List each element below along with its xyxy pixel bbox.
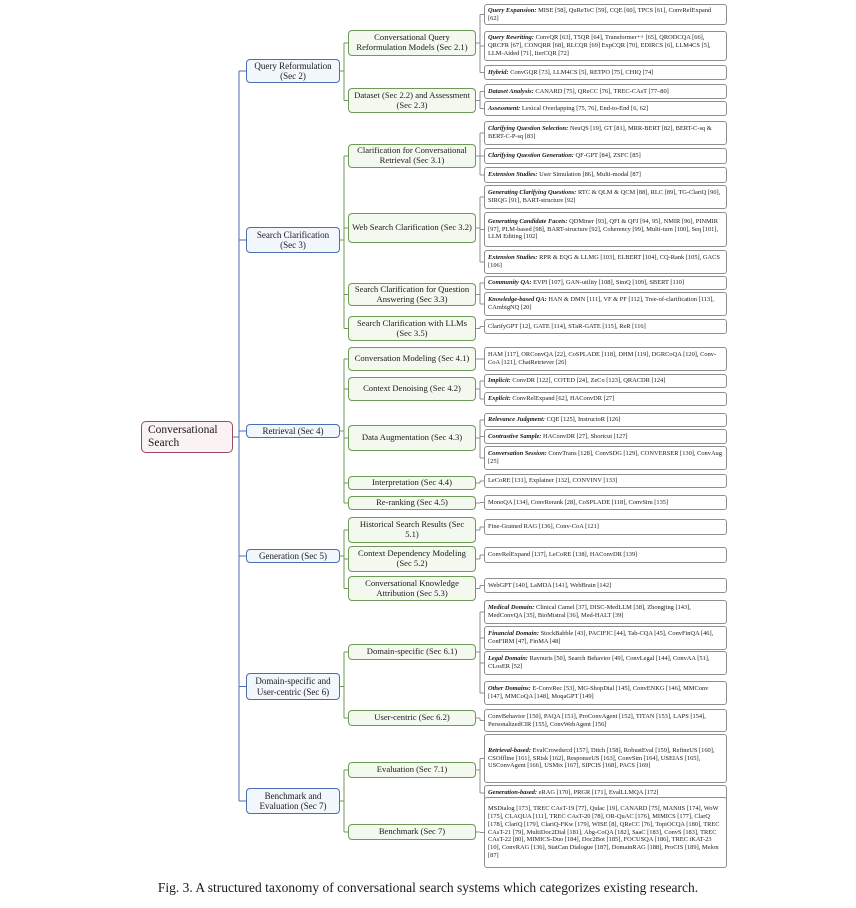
- leaf-node: [484, 413, 727, 427]
- leaf-node: [484, 276, 727, 290]
- leaf-references: ConvQR [63], T5QR [64], Transformer++ [65], QRODCQA [66], QRCFR [67], CONQRR [68], RLCQR [69] ExpCQR [70], EDIRCS [6], LLM4CS [5], LLM-Aided [71], IterCQR [72]: [488, 34, 711, 57]
- leaf-references: MISE [58], QuReTeC [59], CQE [60], TPCS [61], ConvRefExpand [62]: [488, 6, 712, 22]
- leaf-text: [488, 34, 723, 57]
- figure-caption: Fig. 3. A structured taxonomy of conversational search systems which categorizes existing research.: [157, 880, 699, 895]
- leaf-text: [488, 499, 668, 507]
- leaf-text: [488, 582, 611, 590]
- leaf-node: [484, 212, 727, 247]
- leaf-text: [488, 351, 723, 367]
- root-node: Conversational Search: [141, 421, 233, 453]
- leaf-node: [484, 734, 727, 783]
- leaf-text: [488, 630, 723, 646]
- leaf-text: [488, 685, 723, 701]
- section-node: Domain-specific and User-centric (Sec 6): [246, 673, 340, 700]
- leaf-references: NeuQS [19], GT [81], MRR-BERT [82], BERT-C-sq & BERT-C-P-sq [83]: [488, 125, 712, 140]
- leaf-category-label: Relevance Judgment:: [488, 416, 545, 424]
- subsection-node: Evaluation (Sec 7.1): [348, 762, 476, 778]
- leaf-category-label: Extension Studies:: [488, 254, 538, 262]
- leaf-node: [484, 578, 727, 593]
- leaf-text: [488, 604, 723, 620]
- subsection-node: Context Denoising (Sec 4.2): [348, 377, 476, 401]
- subsection-node: User-centric (Sec 6.2): [348, 710, 476, 726]
- subsection-node: Conversation Modeling (Sec 4.1): [348, 347, 476, 371]
- subsection-node: Data Augmentation (Sec 4.3): [348, 425, 476, 451]
- leaf-category-label: Medical Domain:: [488, 604, 535, 612]
- leaf-references: WebGPT [140], LaMDA [141], WebBrain [142]: [488, 581, 612, 589]
- leaf-references: QF-GPT [84], ZSFC [85]: [575, 152, 641, 160]
- leaf-references: ConvRelExpand [62], HAConvDR [27]: [512, 395, 615, 403]
- subsection-node: Benchmark (Sec 7): [348, 824, 476, 840]
- leaf-node: [484, 250, 727, 274]
- leaf-references: MonoQA [134], ConvRerank [28], CoSPLADE [118], ConvSim [135]: [488, 498, 669, 506]
- leaf-category-label: Extension Studies:: [488, 171, 538, 179]
- leaf-category-label: Contrastive Sample:: [488, 432, 542, 440]
- leaf-references: User Simulation [86], Multi-modal [87]: [539, 171, 641, 179]
- leaf-text: [488, 747, 723, 770]
- leaf-text: [488, 88, 669, 96]
- leaf-text: [488, 416, 620, 424]
- leaf-text: [488, 279, 684, 287]
- subsection-node: Conversational Query Reformulation Models (Sec 2.1): [348, 30, 476, 56]
- leaf-node: [484, 446, 727, 470]
- leaf-references: E-ConvRec [53], MG-ShopDial [145], ConvENKG [146], MMConv [147], MMCoQA [148], MoqaGPT [149]: [488, 685, 709, 700]
- leaf-node: [484, 167, 727, 183]
- leaf-category-label: Assessment:: [488, 104, 521, 112]
- leaf-text: [488, 805, 723, 860]
- leaf-node: [484, 347, 727, 371]
- leaf-node: [484, 65, 727, 80]
- leaf-references: CQE [125], InstructoR [126]: [546, 416, 621, 424]
- leaf-text: [488, 105, 648, 113]
- leaf-node: [484, 148, 727, 164]
- leaf-text: [488, 523, 599, 531]
- leaf-references: ConvBehavior [150], PAQA [151], ProConvAgent [152], TITAN [153], LAPS [154], PersonalizedCIR [155], ConvWebAgent [156]: [488, 712, 706, 728]
- leaf-node: [484, 797, 727, 868]
- leaf-category-label: Generating Clarifying Questions:: [488, 189, 577, 197]
- leaf-text: [488, 323, 646, 331]
- leaf-text: [488, 69, 653, 77]
- subsection-node: Conversational Knowledge Attribution (Sec 5.3): [348, 576, 476, 601]
- leaf-references: Fine-Grained RAG [136], Conv-CoA [121]: [488, 523, 599, 531]
- leaf-node: [484, 31, 727, 61]
- leaf-references: CANARD [75], QReCC [76], TREC-CAsT [77–80]: [535, 87, 669, 95]
- leaf-category-label: Clarifying Question Selection:: [488, 125, 569, 133]
- leaf-node: [484, 319, 727, 334]
- subsection-node: Re-ranking (Sec 4.5): [348, 496, 476, 510]
- subsection-node: Dataset (Sec 2.2) and Assessment (Sec 2.3): [348, 88, 476, 113]
- leaf-node: [484, 185, 727, 209]
- leaf-category-label: Clarifying Question Generation:: [488, 152, 574, 160]
- leaf-node: [484, 519, 727, 535]
- leaf-node: [484, 84, 727, 99]
- leaf-references: Ravnuris [50], Search Behavior [49], ConvLegal [144], ConvAA [51], CLosER [52]: [488, 655, 710, 670]
- subsection-node: Search Clarification with LLMs (Sec 3.5): [348, 316, 476, 341]
- leaf-references: HAConvDR [27], Shortcut [127]: [543, 432, 628, 440]
- leaf-references: Clinical Camel [37], DISC-MedLLM [38], Zhongjing [143], MedConvQA [35], BioMistral [36], Med-HALT [39]: [488, 604, 691, 619]
- subsection-node: Interpretation (Sec 4.4): [348, 476, 476, 490]
- leaf-references: EVPI [107], GAN-utility [108], SimQ [109], SBERT [110]: [533, 279, 684, 287]
- leaf-text: [488, 551, 637, 559]
- leaf-node: [484, 101, 727, 116]
- leaf-node: [484, 495, 727, 510]
- leaf-category-label: Explicit:: [488, 395, 511, 403]
- leaf-text: [488, 125, 723, 141]
- leaf-category-label: Generation-based:: [488, 789, 537, 797]
- leaf-category-label: Implicit:: [488, 377, 511, 385]
- subsection-node: Search Clarification for Question Answering (Sec 3.3): [348, 283, 476, 306]
- leaf-category-label: Conversation Session:: [488, 450, 547, 458]
- leaf-category-label: Legal Domain:: [488, 655, 528, 663]
- leaf-node: [484, 547, 727, 563]
- leaf-category-label: Community QA:: [488, 279, 532, 287]
- subsection-node: Clarification for Conversational Retrieval (Sec 3.1): [348, 144, 476, 168]
- leaf-references: StockBabble [43], PACIFIC [44], Tab-CQA [45], ConvFinQA [46], ConFIRM [47], FinMA [48]: [488, 630, 714, 645]
- leaf-references: MSDialog [173], TREC CAsT-19 [77], Qulac [19], CANARD [75], MANtIS [174], WoW [175], CLAQUA [111], TREC CAsT-20 [78], OR-QuAC [176], MIMICS [177], ClarQ [178], ClariQ [179], ClariQ-FKw [179], WISE [8], QReCC [76], TopiOCQA [180], TREC CAsT-21 [79], MultiDoc2Dial [181], Abg-CoQA [182], SaaC [183], ConvS [183], TREC CAsT-22 [80], MIMICS-Duo [184], Doc2Bot [185], FOCUSQA [186], TREC iKAT-23 [10], ConvRAG [136], StatCan Dialogue [187], DomainRAG [188], ProCIS [189], Melon [87]: [488, 805, 720, 860]
- leaf-node: [484, 651, 727, 675]
- leaf-node: [484, 292, 727, 316]
- section-node: Query Reformulation (Sec 2): [246, 59, 340, 83]
- leaf-references: EvalCrowdsrcd [157], Ditch [158], RobustEval [159], RefineUS [160], CSOffline [161], SRisk [162], ResponseUS [163], ConvSim [164], USEIAS [165], USConvAgent [166], USMix [167], SIPCIS [168], PACS [169]: [488, 746, 715, 770]
- leaf-node: [484, 709, 727, 732]
- leaf-references: LeCoRE [131], Explainer [132], CONVINV [133]: [488, 477, 618, 485]
- subsection-node: Domain-specific (Sec 6.1): [348, 644, 476, 660]
- leaf-node: [484, 392, 727, 406]
- subsection-node: Context Dependency Modeling (Sec 5.2): [348, 546, 476, 572]
- leaf-references: ConvDR [122], COTED [24], ZeCo [123], QRACDR [124]: [512, 377, 666, 385]
- leaf-text: [488, 7, 723, 23]
- leaf-category-label: Dataset Analysis:: [488, 87, 534, 95]
- leaf-category-label: Query Rewriting:: [488, 34, 534, 42]
- leaf-text: [488, 713, 723, 729]
- leaf-node: [484, 681, 727, 705]
- leaf-node: [484, 600, 727, 624]
- leaf-references: eRAG [170], PRGR [171], EvalLLMQA [172]: [538, 789, 659, 797]
- leaf-category-label: Generating Candidate Facets:: [488, 217, 568, 225]
- leaf-category-label: Query Expansion:: [488, 6, 537, 14]
- leaf-category-label: Knowledge-based QA:: [488, 296, 547, 304]
- leaf-text: [488, 254, 723, 270]
- leaf-references: QDMiner [93], QFI & QFJ [94, 95], NMIR [96], PINMIR [97], PLM-based [98], BART-structure [92], Coherency [99], Multi-turn [100], Seq [101], LLM Editing [102]: [488, 217, 719, 241]
- leaf-references: ConvGQR [73], LLM4CS [5], RETPO [75], CHIQ [74]: [510, 68, 654, 76]
- leaf-node: [484, 474, 727, 488]
- leaf-text: [488, 189, 723, 205]
- leaf-references: RTC & QLM & QCM [88], RLC [89], TG-ClariQ [90], SIRQG [91], BART-structure [92]: [488, 189, 721, 204]
- leaf-category-label: Financial Domain:: [488, 630, 539, 638]
- leaf-text: [488, 171, 641, 179]
- leaf-node: [484, 121, 727, 145]
- leaf-text: [488, 477, 617, 485]
- subsection-node: Web Search Clarification (Sec 3.2): [348, 213, 476, 243]
- section-node: Benchmark and Evaluation (Sec 7): [246, 788, 340, 814]
- leaf-text: [488, 789, 658, 797]
- section-node: Generation (Sec 5): [246, 549, 340, 563]
- leaf-node: [484, 374, 727, 388]
- leaf-text: [488, 152, 641, 160]
- leaf-node: [484, 429, 727, 444]
- leaf-references: RPR & EQG & LLMG [103], ELBERT [104], CQ-Rank [105], GACS [106]: [488, 254, 720, 269]
- leaf-text: [488, 377, 665, 385]
- section-node: Retrieval (Sec 4): [246, 424, 340, 438]
- section-node: Search Clarification (Sec 3): [246, 227, 340, 253]
- subsection-node: Historical Search Results (Sec 5.1): [348, 517, 476, 543]
- leaf-text: [488, 218, 723, 241]
- leaf-references: ClarifyGPT [12], GATE [114], STaR-GATE [115], ReR [116]: [488, 322, 646, 330]
- leaf-text: [488, 395, 614, 403]
- leaf-category-label: Retrieval-based:: [488, 746, 531, 754]
- leaf-text: [488, 450, 723, 466]
- leaf-references: HAM [117], ORConvQA [22], CoSPLADE [118], DHM [119], DGRCoQA [120], Conv-CoA [121], ChatRetriever [26]: [488, 351, 717, 366]
- leaf-node: [484, 626, 727, 650]
- leaf-category-label: Hybrid:: [488, 68, 509, 76]
- leaf-references: Lexical Overlapping [75, 76], End-to-End [6, 62]: [521, 104, 649, 112]
- leaf-category-label: Other Domains:: [488, 685, 531, 693]
- leaf-text: [488, 433, 628, 441]
- leaf-references: ConvRelExpand [137], LeCoRE [138], HAConvDR [139]: [488, 551, 638, 559]
- leaf-text: [488, 296, 723, 312]
- leaf-text: [488, 655, 723, 671]
- leaf-references: HAN & DMN [111], VF & PF [112], Tree-of-clarification [113], CAmbigNQ [20]: [488, 296, 714, 311]
- leaf-references: ConvTrans [128], ConvSDG [129], CONVERSER [130], ConvAug [25]: [488, 450, 722, 465]
- leaf-node: [484, 4, 727, 25]
